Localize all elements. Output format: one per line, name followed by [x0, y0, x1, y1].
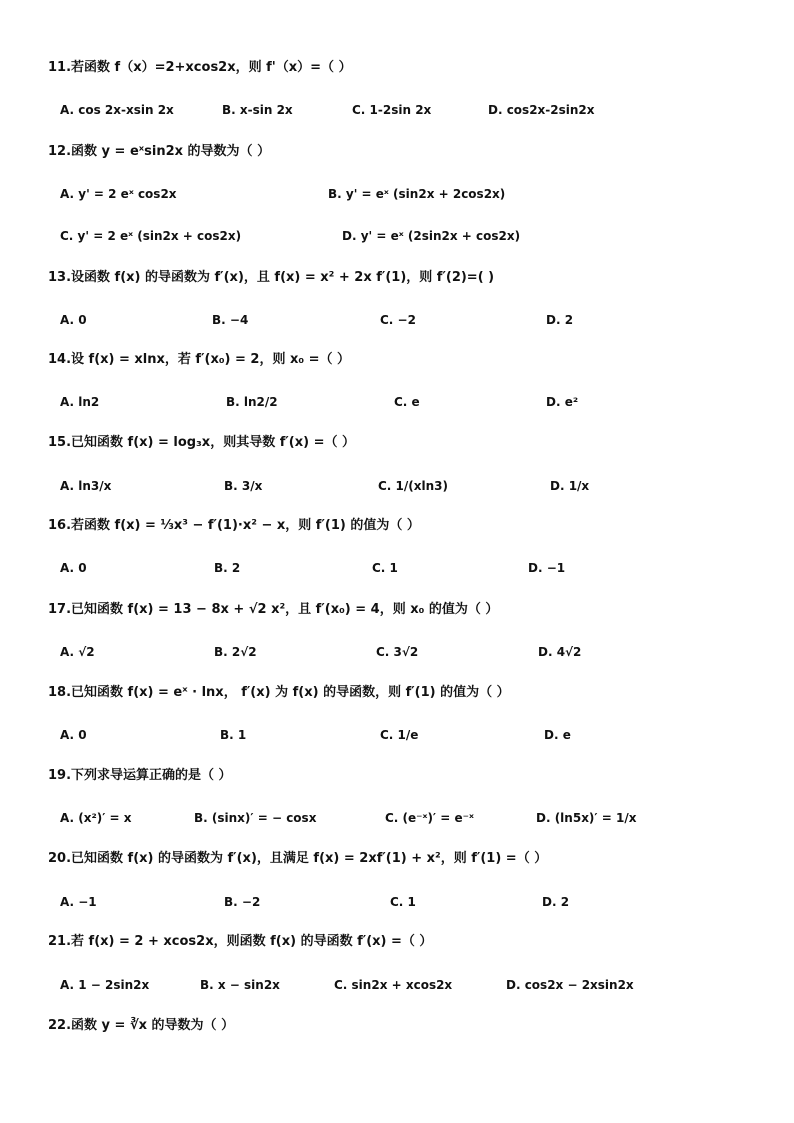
question-17-option-a[interactable]: A. √2: [60, 645, 95, 659]
question-19-option-c[interactable]: C. (e⁻ˣ)′ = e⁻ˣ: [385, 811, 474, 825]
question-13-option-c[interactable]: C. −2: [380, 313, 416, 327]
question-14-option-d[interactable]: D. e²: [546, 395, 579, 409]
question-20-option-d[interactable]: D. 2: [542, 895, 570, 909]
question-18-option-d[interactable]: D. e: [544, 728, 571, 742]
question-15-option-a[interactable]: A. ln3/x: [60, 479, 112, 493]
question-12-option-a[interactable]: A. y' = 2 eˣ cos2x: [60, 187, 177, 201]
question-21-stem: 21.若 f(x) = 2 + xcos2x，则函数 f(x) 的导函数 f′(x) =（ ）: [48, 934, 433, 949]
question-17-option-b[interactable]: B. 2√2: [214, 645, 257, 659]
question-13-option-a[interactable]: A. 0: [60, 313, 87, 327]
question-11-option-b[interactable]: B. x-sin 2x: [222, 103, 293, 117]
question-17-option-d[interactable]: D. 4√2: [538, 645, 582, 659]
question-13-option-d[interactable]: D. 2: [546, 313, 574, 327]
question-22-stem: 22.函数 y = ∛x 的导数为（ ）: [48, 1018, 235, 1033]
question-15-option-c[interactable]: C. 1/(xln3): [378, 479, 448, 493]
question-14-option-c[interactable]: C. e: [394, 395, 420, 409]
question-19-option-b[interactable]: B. (sinx)′ = − cosx: [194, 811, 317, 825]
question-19-stem: 19.下列求导运算正确的是（ ）: [48, 768, 232, 783]
question-20-stem: 20.已知函数 f(x) 的导函数为 f′(x)，且满足 f(x) = 2xf′(1) + x²，则 f′(1) =（ ）: [48, 851, 548, 866]
question-16-stem: 16.若函数 f(x) = ⅓x³ − f′(1)·x² − x，则 f′(1) 的值为（ ）: [48, 518, 420, 533]
question-16-option-d[interactable]: D. −1: [528, 561, 566, 575]
question-11-option-c[interactable]: C. 1-2sin 2x: [352, 103, 432, 117]
question-21-option-b[interactable]: B. x − sin2x: [200, 978, 280, 992]
question-18-option-b[interactable]: B. 1: [220, 728, 247, 742]
question-20-option-a[interactable]: A. −1: [60, 895, 97, 909]
question-12-option-d[interactable]: D. y' = eˣ (2sin2x + cos2x): [342, 229, 521, 243]
question-19-option-d[interactable]: D. (ln5x)′ = 1/x: [536, 811, 637, 825]
question-20-option-c[interactable]: C. 1: [390, 895, 416, 909]
question-19-option-a[interactable]: A. (x²)′ = x: [60, 811, 132, 825]
question-14-stem: 14.设 f(x) = xlnx，若 f′(x₀) = 2，则 x₀ =（ ）: [48, 352, 351, 367]
question-17-option-c[interactable]: C. 3√2: [376, 645, 419, 659]
question-12-stem: 12.函数 y = eˣsin2x 的导数为（ ）: [48, 144, 271, 159]
question-14-option-b[interactable]: B. ln2/2: [226, 395, 278, 409]
question-18-option-a[interactable]: A. 0: [60, 728, 87, 742]
question-15-stem: 15.已知函数 f(x) = log₃x，则其导数 f′(x) =（ ）: [48, 435, 356, 450]
question-12-option-c[interactable]: C. y' = 2 eˣ (sin2x + cos2x): [60, 229, 242, 243]
question-18-option-c[interactable]: C. 1/e: [380, 728, 419, 742]
question-11-option-a[interactable]: A. cos 2x-xsin 2x: [60, 103, 174, 117]
question-20-option-b[interactable]: B. −2: [224, 895, 261, 909]
question-12-option-b[interactable]: B. y' = eˣ (sin2x + 2cos2x): [328, 187, 506, 201]
question-11-option-d[interactable]: D. cos2x-2sin2x: [488, 103, 595, 117]
question-18-stem: 18.已知函数 f(x) = eˣ · lnx， f′(x) 为 f(x) 的导函数，则 f′(1) 的值为（ ）: [48, 685, 510, 700]
question-21-option-c[interactable]: C. sin2x + xcos2x: [334, 978, 453, 992]
question-21-option-d[interactable]: D. cos2x − 2xsin2x: [506, 978, 634, 992]
question-16-option-a[interactable]: A. 0: [60, 561, 87, 575]
question-17-stem: 17.已知函数 f(x) = 13 − 8x + √2 x²，且 f′(x₀) = 4，则 x₀ 的值为（ ）: [48, 602, 499, 617]
question-11-stem: 11.若函数 f（x）=2+xcos2x，则 f'（x）=（ ）: [48, 60, 352, 75]
question-15-option-d[interactable]: D. 1/x: [550, 479, 590, 493]
question-16-option-b[interactable]: B. 2: [214, 561, 241, 575]
question-14-option-a[interactable]: A. ln2: [60, 395, 100, 409]
question-13-stem: 13.设函数 f(x) 的导函数为 f′(x)，且 f(x) = x² + 2x f′(1)，则 f′(2)=( ): [48, 270, 495, 285]
question-16-option-c[interactable]: C. 1: [372, 561, 398, 575]
question-15-option-b[interactable]: B. 3/x: [224, 479, 263, 493]
question-13-option-b[interactable]: B. −4: [212, 313, 249, 327]
question-21-option-a[interactable]: A. 1 − 2sin2x: [60, 978, 150, 992]
